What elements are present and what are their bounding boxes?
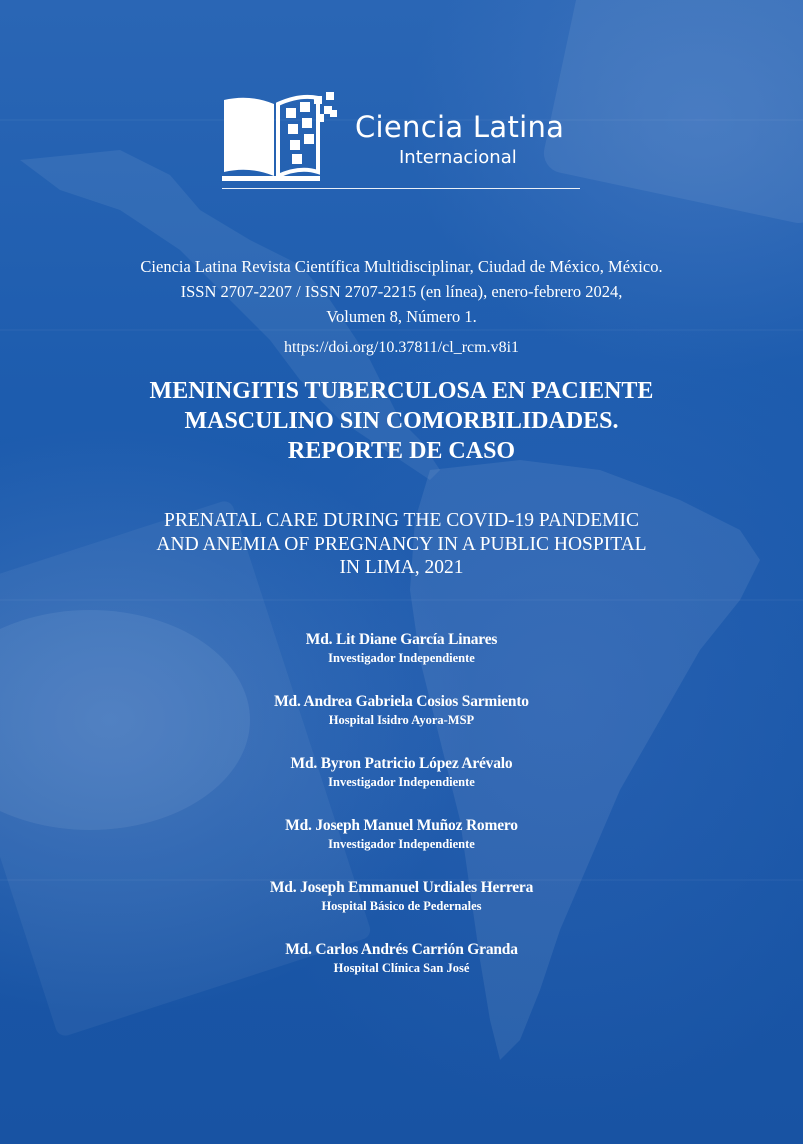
author-name: Md. Joseph Manuel Muñoz Romero [285, 817, 518, 834]
journal-info [40, 254, 763, 329]
article-title-spanish [30, 376, 773, 466]
journal-line: Volumen 8, Número 1. [326, 307, 477, 326]
author-name: Md. Andrea Gabriela Cosios Sarmiento [274, 693, 529, 710]
doi-link[interactable]: https://doi.org/10.37811/cl_rcm.v8i1 [283, 339, 520, 356]
author-affiliation: Investigador Independiente [328, 837, 475, 851]
author-name: Md. Lit Diane García Linares [305, 631, 498, 648]
title-line: PRENATAL CARE DURING THE COVID-19 PANDEMIC [164, 510, 639, 531]
journal-line: ISSN 2707-2207 / ISSN 2707-2215 (en línea), enero-febrero 2024, [180, 282, 623, 301]
publisher-logo [222, 92, 582, 192]
article-title-english [30, 509, 773, 580]
author-name: Md. Byron Patricio López Arévalo [290, 755, 513, 772]
author-list [40, 630, 763, 1002]
title-line: REPORTE DE CASO [287, 438, 516, 464]
title-line: MASCULINO SIN COMORBILIDADES. [184, 408, 619, 434]
author-affiliation: Hospital Básico de Pedernales [321, 899, 482, 913]
author-affiliation: Investigador Independiente [328, 775, 475, 789]
author-affiliation: Hospital Isidro Ayora-MSP [328, 713, 475, 727]
author-entry [40, 816, 763, 878]
journal-line: Ciencia Latina Revista Científica Multidisciplinar, Ciudad de México, México. [140, 257, 663, 276]
open-book-logo-icon [222, 92, 344, 182]
author-affiliation: Investigador Independiente [328, 651, 475, 665]
brand-subtitle: Internacional [399, 147, 517, 168]
title-line: IN LIMA, 2021 [339, 557, 464, 578]
title-line: AND ANEMIA OF PREGNANCY IN A PUBLIC HOSPITAL [156, 533, 647, 555]
author-name: Md. Carlos Andrés Carrión Granda [285, 941, 518, 958]
author-entry [40, 630, 763, 692]
author-entry [40, 692, 763, 754]
logo-divider [222, 188, 580, 189]
author-entry [40, 754, 763, 816]
author-affiliation: Hospital Clínica San José [333, 961, 470, 975]
brand-name: Ciencia Latina [355, 110, 565, 144]
title-line: MENINGITIS TUBERCULOSA EN PACIENTE [149, 378, 654, 404]
author-entry [40, 940, 763, 1002]
author-name: Md. Joseph Emmanuel Urdiales Herrera [269, 879, 534, 896]
author-entry [40, 878, 763, 940]
